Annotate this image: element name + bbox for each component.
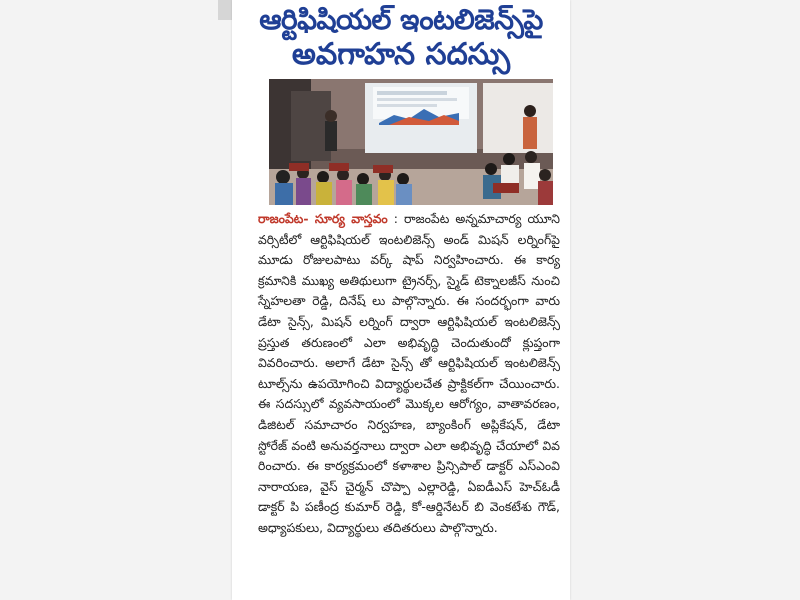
byline-separator: :: [387, 211, 404, 226]
article-body: [258, 209, 560, 539]
byline: రాజంపేట- సూర్య వాస్తవం: [258, 211, 388, 226]
article-text: రాజంపేట అన్నమాచార్య యూని వర్సిటీలో ఆర్టిఫిషియల్ ఇంటలిజెన్స్ అండ్ మిషన్ లర్నింగ్‌పై మూడు రోజులపాటు వర్క్ షాప్ నిర్వహించారు. ఈ కార్య క్రమానికి ముఖ్య అతిథులుగా ట్రైనర్స్, స్మైడ్ టెక్నాలజీస్ నుంచి స్నేహలతా రెడ్డి, దినేష్ లు పాల్గొన్నారు. ఈ సందర్భంగా వారు డేటా సైన్స్, మిషన్ లర్నింగ్ ద్వారా ఆర్టిఫిషియల్ ఇంటలిజెన్స్ ప్రస్తుత తరుణంలో ఎలా అభివృద్ధి చెందుతుందో క్లుప్తంగా వివరించారు. అలాగే డేటా సైన్స్ తో ఆర్టిఫిషియల్ ఇంటలిజెన్స్ టూల్స్‌ను ఉపయోగించి విద్యార్థులచేత ప్రాక్టికల్‌గా చేయించారు. ఈ సదస్సులో వ్యవసాయంలో మొక్కల ఆరోగ్యం, వాతావరణం, డిజిటల్ సమాచారం నిర్వహణ, బ్యాంకింగ్ అప్లికేషన్, డేటా స్టోరేజ్ వంటి అనువర్తనాలు ద్వారా ఎలా అభివృద్ధి చేయాలో వివ రించారు. ఈ కార్యక్రమంలో కళాశాల ప్రిన్సిపాల్ డాక్టర్ ఎస్ఎంవి నారాయణ, వైస్ చైర్మన్ చొప్పా ఎల్లారెడ్డి, ఏఐడీఎస్ హెచ్‌ఓడీ డాక్టర్ పి పణీంద్ర కుమార్ రెడ్డి, కో-ఆర్డినేటర్ బి వెంకటేశు గౌడ్, అధ్యాపకులు, విద్యార్థులు తదితరులు పాల్గొన్నారు.: [258, 211, 560, 535]
seminar-photo: [269, 79, 553, 205]
headline-line-2: అవగాహన సదస్సు: [291, 37, 511, 73]
seminar-photo-icon: [269, 79, 553, 205]
right-margin: [570, 0, 800, 600]
headline-line-1: ఆర్టిఫిషియల్ ఇంటలిజెన్స్‌పై: [259, 3, 543, 36]
left-margin: [0, 0, 232, 600]
news-clipping: [232, 0, 570, 600]
headline: [232, 4, 570, 73]
